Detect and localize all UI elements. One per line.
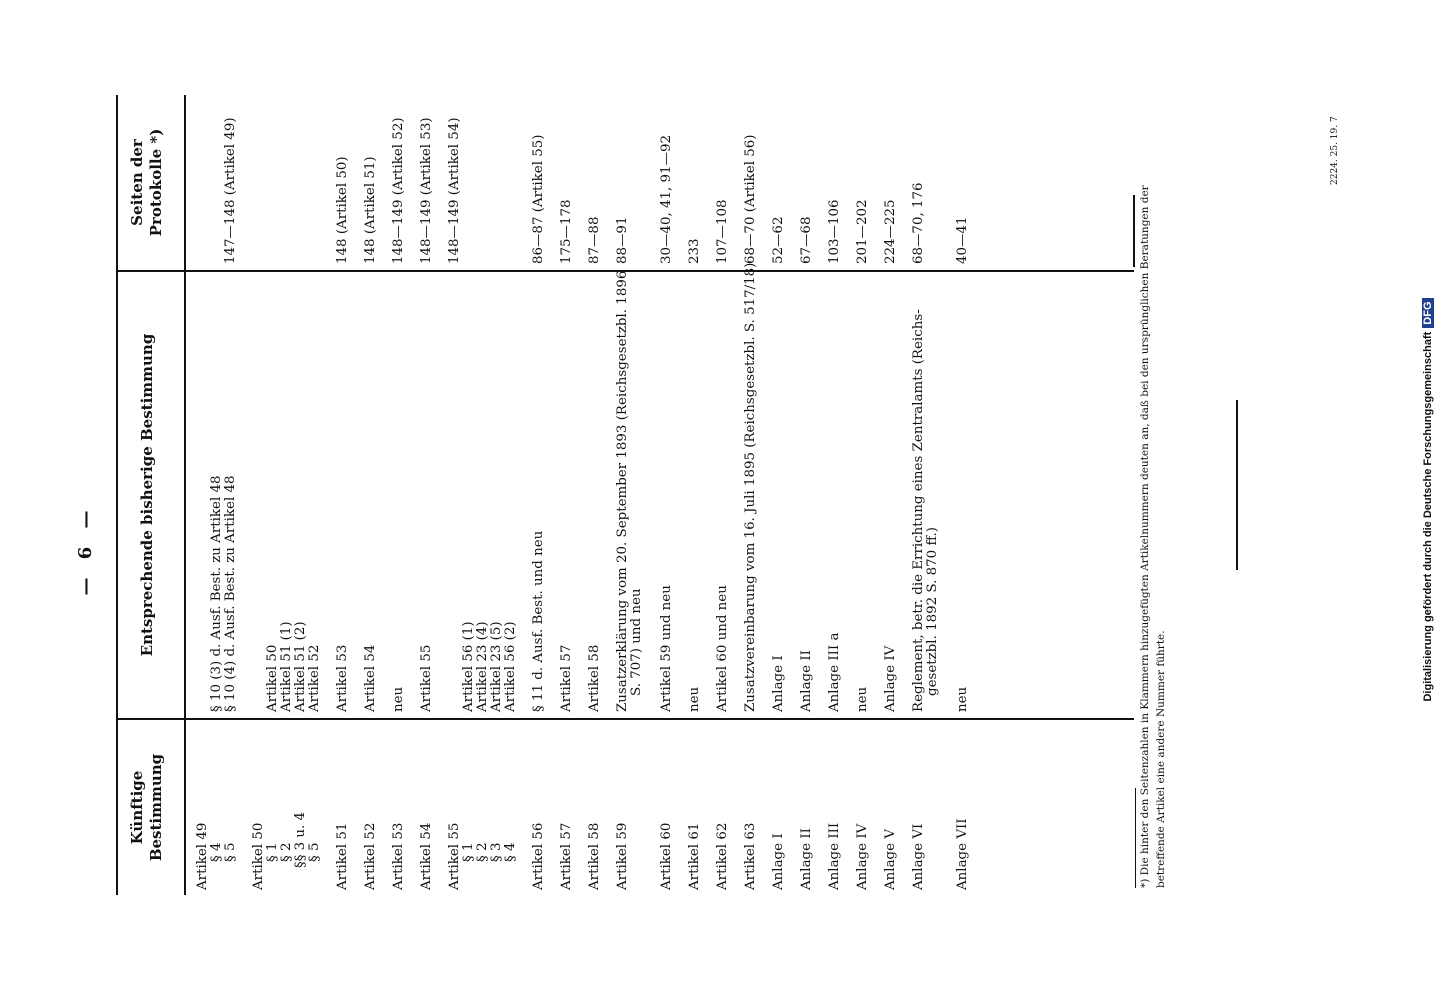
- future-cell: § 1: [265, 842, 280, 862]
- future-cell: § 4: [209, 842, 224, 862]
- previous-cell: Zusatzerklärung vom 20. September 1893 (Reichsgesetzbl. 1896: [615, 270, 630, 712]
- dfg-credit: [1418, 0, 1434, 1000]
- previous-cell-continued: gesetzbl. 1892 S. 870 ff.): [925, 527, 940, 696]
- header-pages: Seiten der Protokolle *): [128, 128, 165, 237]
- pages-cell: 30—40, 41, 91—92: [659, 134, 674, 264]
- future-cell: Artikel 62: [715, 822, 730, 890]
- print-mark-text: 2224. 25. 19. 7: [1330, 116, 1340, 185]
- previous-cell: neu: [687, 686, 702, 712]
- future-cell: Anlage IV: [855, 823, 870, 890]
- previous-cell: Anlage II: [799, 650, 814, 712]
- future-cell: §§ 3 u. 4: [293, 811, 308, 868]
- previous-cell: Artikel 54: [363, 644, 378, 712]
- future-cell: Artikel 53: [391, 822, 406, 890]
- future-cell: § 2: [475, 842, 490, 862]
- header-rule: [184, 95, 186, 895]
- pages-cell: 148 (Artikel 50): [335, 156, 350, 264]
- pages-cell: 87—88: [587, 216, 602, 264]
- footnote-line-1: *) Die hinter den Seitenzahlen in Klammern hinzugefügten Artikelnummern deuten an, daß bei den ursprünglichen Beratungen der: [1139, 185, 1151, 888]
- previous-cell: neu: [855, 686, 870, 712]
- previous-cell: Artikel 57: [559, 644, 574, 712]
- previous-cell-continued: S. 707) und neu: [629, 588, 644, 696]
- future-cell: Artikel 59: [615, 822, 630, 890]
- page-number: — 6 —: [75, 504, 96, 596]
- pages-cell: 224—225: [883, 199, 898, 264]
- pages-cell: 148—149 (Artikel 52): [391, 117, 406, 264]
- future-cell: Artikel 58: [587, 822, 602, 890]
- previous-cell: Artikel 50: [265, 644, 280, 712]
- previous-cell: Artikel 59 und neu: [659, 585, 674, 712]
- pages-cell: 148 (Artikel 51): [363, 156, 378, 264]
- pages-cell: 148—149 (Artikel 54): [447, 117, 462, 264]
- previous-cell: Artikel 55: [419, 644, 434, 712]
- previous-cell: § 10 (3) d. Ausf. Best. zu Artikel 48: [209, 475, 224, 712]
- dfg-sidebar: [1418, 0, 1434, 1000]
- pages-cell: 88—91: [615, 216, 630, 264]
- previous-cell: Artikel 52: [307, 644, 322, 712]
- previous-cell: § 11 d. Ausf. Best. und neu: [531, 530, 546, 712]
- dfg-credit-text: Digitalisierung gefördert durch die Deutsche Forschungsgemeinschaft: [1422, 331, 1434, 702]
- pages-cell: 107—108: [715, 199, 730, 264]
- footnote-rule: [1135, 788, 1136, 888]
- future-cell: Anlage VII: [955, 818, 970, 890]
- pages-cell: 68—70 (Artikel 56): [743, 134, 758, 264]
- future-cell: Anlage II: [799, 828, 814, 890]
- previous-cell: Artikel 56 (1): [461, 621, 476, 712]
- future-cell: Artikel 55: [447, 822, 462, 890]
- future-cell: Artikel 57: [559, 822, 574, 890]
- future-cell: Artikel 60: [659, 822, 674, 890]
- future-cell: Anlage I: [771, 833, 786, 890]
- future-cell: Artikel 63: [743, 822, 758, 890]
- pages-cell: 68—70, 176: [911, 182, 926, 264]
- previous-cell: Artikel 56 (2): [503, 621, 518, 712]
- footnote-line-2: betreffende Artikel eine andere Nummer führte.: [1155, 630, 1167, 888]
- future-cell: § 2: [279, 842, 294, 862]
- previous-cell: Anlage III a: [827, 632, 842, 712]
- previous-cell: Artikel 23 (4): [475, 621, 490, 712]
- future-cell: Artikel 51: [335, 822, 350, 890]
- future-cell: § 3: [489, 842, 504, 862]
- print-mark: [1330, 95, 1342, 185]
- future-cell: Anlage VI: [911, 823, 926, 890]
- previous-cell: Zusatzvereinbarung vom 16. Juli 1895 (Reichsgesetzbl. S. 517/18): [743, 262, 758, 712]
- pages-cell: 147—148 (Artikel 49): [223, 117, 238, 264]
- previous-cell: neu: [955, 686, 970, 712]
- future-cell: § 5: [307, 842, 322, 862]
- future-cell: Artikel 61: [687, 822, 702, 890]
- header-future: Künftige Bestimmung: [128, 753, 165, 862]
- column-separator-1: [116, 718, 1134, 720]
- top-rule: [116, 95, 118, 895]
- pages-cell: 148—149 (Artikel 53): [419, 117, 434, 264]
- bottom-rule-short: [1133, 195, 1135, 267]
- previous-cell: Artikel 58: [587, 644, 602, 712]
- previous-cell: Artikel 51 (2): [293, 621, 308, 712]
- future-cell: § 1: [461, 842, 476, 862]
- future-cell: Artikel 54: [419, 822, 434, 890]
- future-cell: Artikel 52: [363, 822, 378, 890]
- previous-cell: Artikel 60 und neu: [715, 585, 730, 712]
- dfg-logo: DFG: [1422, 298, 1434, 327]
- pages-cell: 52—62: [771, 216, 786, 264]
- pages-cell: 233: [687, 238, 702, 264]
- future-cell: § 4: [503, 842, 518, 862]
- previous-cell: Artikel 51 (1): [279, 621, 294, 712]
- previous-cell: Anlage IV: [883, 645, 898, 712]
- previous-cell: § 10 (4) d. Ausf. Best. zu Artikel 48: [223, 475, 238, 712]
- header-previous: Entsprechende bisherige Bestimmung: [138, 333, 156, 657]
- pages-cell: 86—87 (Artikel 55): [531, 134, 546, 264]
- center-rule: [1236, 400, 1238, 570]
- pages-cell: 103—106: [827, 199, 842, 264]
- previous-cell: Reglement, betr. die Errichtung eines Zentralamts (Reichs-: [911, 309, 926, 712]
- pages-cell: 175—178: [559, 199, 574, 264]
- pages-cell: 67—68: [799, 216, 814, 264]
- previous-cell: Artikel 53: [335, 644, 350, 712]
- pages-cell: 40—41: [955, 216, 970, 264]
- future-cell: Artikel 50: [251, 822, 266, 890]
- previous-cell: neu: [391, 686, 406, 712]
- future-cell: Artikel 56: [531, 822, 546, 890]
- pages-cell: 201—202: [855, 199, 870, 264]
- rotated-page-content: [75, 100, 1434, 1000]
- previous-cell: Artikel 23 (5): [489, 621, 504, 712]
- future-cell: Anlage V: [883, 829, 898, 890]
- future-cell: § 5: [223, 842, 238, 862]
- future-cell: Artikel 49: [195, 822, 210, 890]
- previous-cell: Anlage I: [771, 655, 786, 712]
- future-cell: Anlage III: [827, 822, 842, 890]
